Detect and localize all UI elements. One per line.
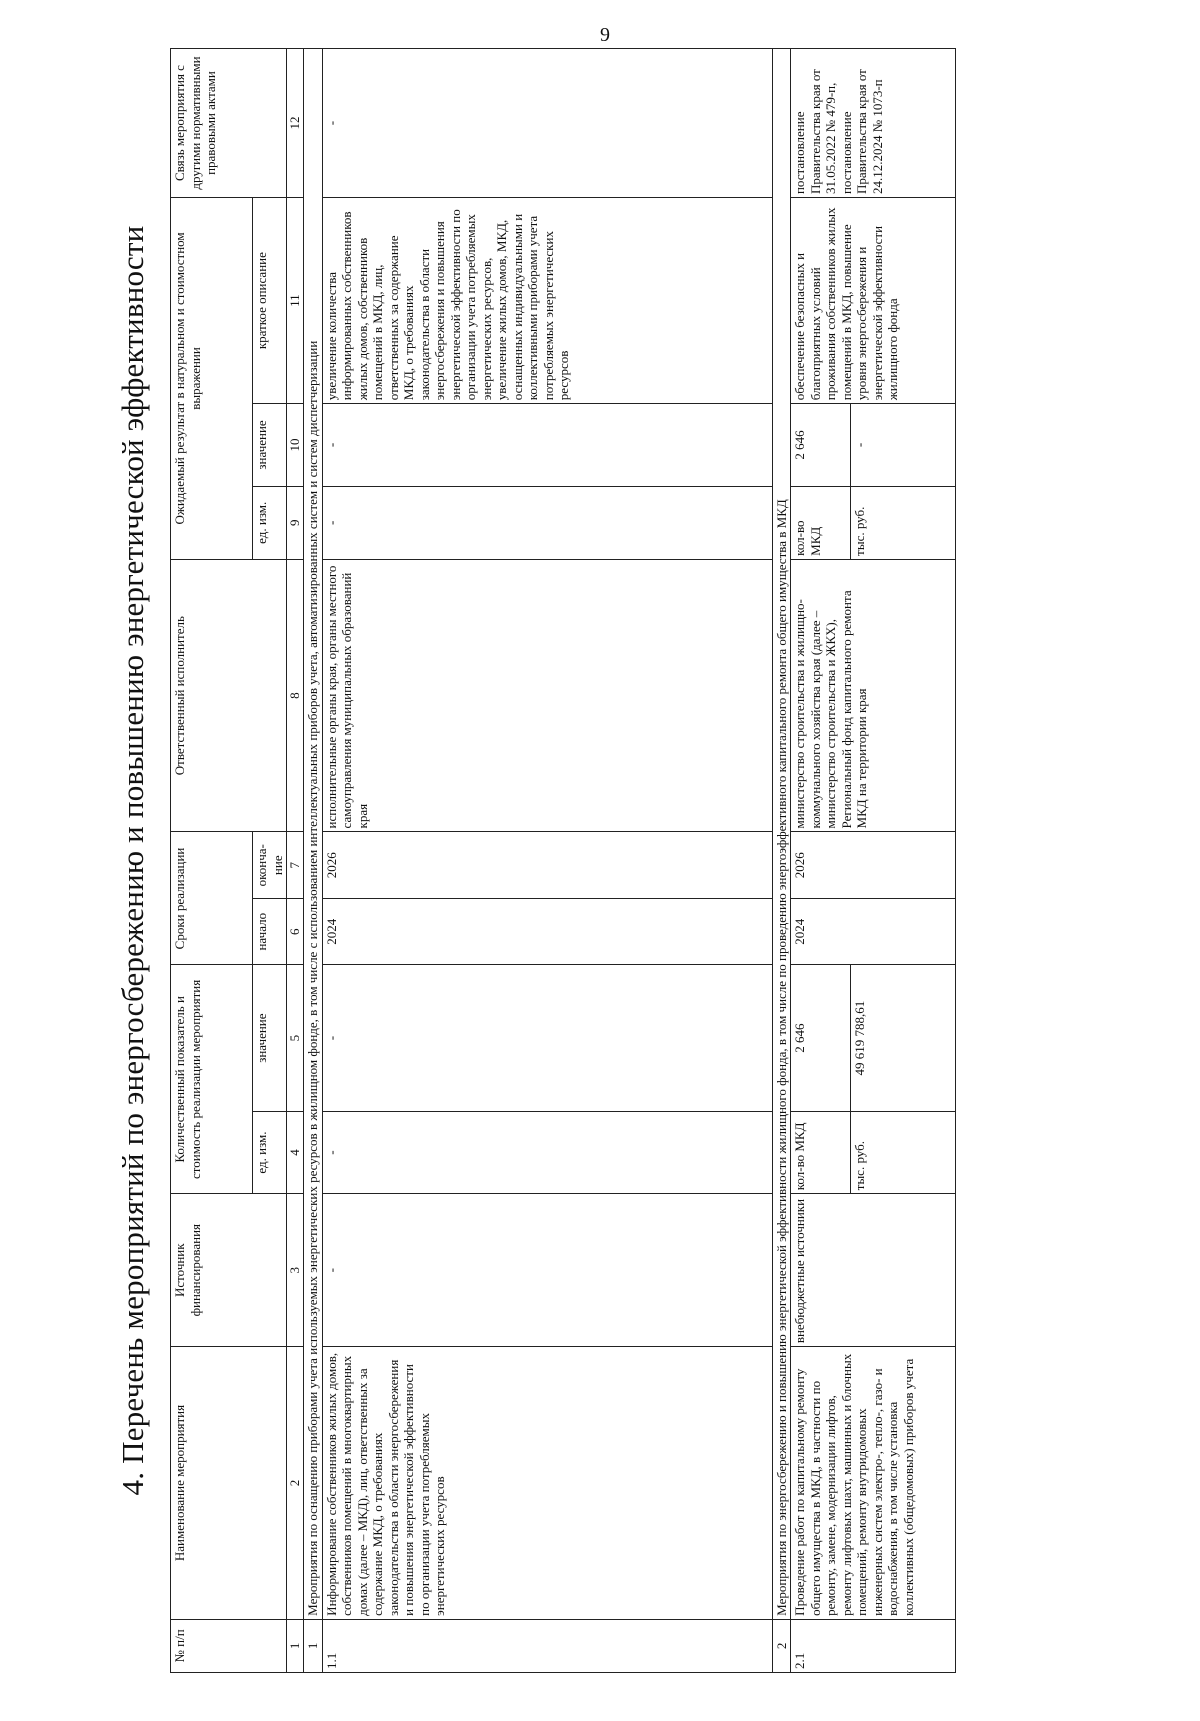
row-1-1-result-value: - — [322, 404, 772, 486]
header-result-value: значение — [253, 404, 287, 486]
document-title: 4. Перечень мероприятий по энергосбережению и повышению энергетической эффективности — [115, 225, 150, 1496]
row-2-1-quant-unit-1: кол-во МКД — [791, 1111, 851, 1193]
header-start: начало — [253, 898, 287, 964]
row-2-1-quant-unit-2: тыс. руб. — [851, 1111, 956, 1193]
header-quantity: Количественный показатель и стоимость реализации мероприятия — [171, 965, 253, 1194]
col-number: 9 — [287, 486, 304, 559]
row-1-1-start: 2024 — [322, 898, 772, 964]
row-2-1-executor: министерство строительства и жилищно-коммунального хозяйства края (далее – министерство строительства и ЖКХ), Региональный фонд капитального ремонта МКД на территории края — [791, 559, 956, 832]
col-number: 10 — [287, 404, 304, 486]
table-row — [791, 49, 851, 1673]
row-1-1-source: - — [322, 1194, 772, 1347]
row-2-1-result-desc: обеспечение безопасных и благоприятных условий проживания собственников жилых помещений в МКД, повышение уровня энергосбережения и энергетической эффективности жилищного фонда — [791, 198, 956, 404]
header-result-desc: краткое описание — [253, 198, 287, 404]
row-2-1-result-value-1: 2 646 — [791, 404, 851, 486]
col-number: 8 — [287, 559, 304, 832]
row-2-1-quant-value-2: 49 619 788,61 — [851, 965, 956, 1111]
section-2-num: 2 — [772, 1619, 791, 1672]
section-2-title: Мероприятия по энергосбережению и повышению энергетической эффективности жилищного фонда, в том числе по проведению энергоэффективного капитального ремонта общего имущества в МКД — [772, 49, 791, 1620]
row-2-1-link: постановление Правительства края от 31.05.2022 № 479-п, постановление Правительства края от 24.12.2024 № 1073-п — [791, 49, 956, 198]
row-2-1-source: внебюджетные источники — [791, 1194, 956, 1347]
header-quant-value: значение — [253, 965, 287, 1111]
row-2-1-end: 2026 — [791, 832, 956, 899]
header-executor: Ответственный исполнитель — [171, 559, 287, 832]
header-num: № п/п — [171, 1619, 287, 1672]
row-2-1-result-unit-2: тыс. руб. — [851, 486, 956, 559]
row-2-1-result-unit-1: кол-во МКД — [791, 486, 851, 559]
row-1-1-quant-value: - — [322, 965, 772, 1111]
col-number: 2 — [287, 1347, 304, 1620]
row-2-1-name: Проведение работ по капитальному ремонту общего имущества в МКД, в частности по ремонту, замене, модернизации лифтов, ремонту лифтовых шахт, машинных и блочных помещений, ремонту внутридомовых инженерных систем электро-, тепло-, газо- и водоснабжения, в том числе установка коллективных (общедомовых) приборов учета — [791, 1347, 956, 1620]
row-2-1-start: 2024 — [791, 898, 956, 964]
col-number: 7 — [287, 832, 304, 899]
col-number: 5 — [287, 965, 304, 1111]
section-1-title: Мероприятия по оснащению приборами учета используемых энергетических ресурсов в жилищном фонде, в том числе с использованием интеллектуальных приборов учета, автоматизированных систем и систем диспетчеризации — [304, 49, 323, 1620]
col-number: 4 — [287, 1111, 304, 1193]
row-1-1-link: - — [322, 49, 772, 198]
row-2-1-num: 2.1 — [791, 1619, 956, 1672]
header-end: оконча-ние — [253, 832, 287, 899]
col-number: 11 — [287, 198, 304, 404]
header-result-unit: ед. изм. — [253, 486, 287, 559]
section-1-row — [304, 49, 323, 1673]
header-quant-unit: ед. изм. — [253, 1111, 287, 1193]
header-source: Источник финансирования — [171, 1194, 287, 1347]
page-number: 9 — [600, 24, 610, 46]
row-1-1-quant-unit: - — [322, 1111, 772, 1193]
header-result: Ожидаемый результат в натуральном и стоимостном выражении — [171, 198, 253, 560]
row-1-1-name: Информирование собственников жилых домов, собственников помещений в многоквартирных домах (далее – МКД), лиц, ответственных за содержание МКД, о требованиях законодательства в области энергосбережения и повышения энергетической эффективности по организации учета потребляемых энергетических ресурсов — [322, 1347, 772, 1620]
row-1-1-executor: исполнительные органы края, органы местного самоуправления муниципальных образований края — [322, 559, 772, 832]
header-link: Связь мероприятия с другими нормативными правовыми актами — [171, 49, 287, 198]
header-terms: Сроки реализации — [171, 832, 253, 965]
row-1-1-num: 1.1 — [322, 1619, 772, 1672]
header-name: Наименование мероприятия — [171, 1347, 287, 1620]
row-1-1-result-unit: - — [322, 486, 772, 559]
col-number: 3 — [287, 1194, 304, 1347]
row-2-1-result-value-2: - — [851, 404, 956, 486]
row-1-1-end: 2026 — [322, 832, 772, 899]
section-1-num: 1 — [304, 1619, 323, 1672]
col-number: 6 — [287, 898, 304, 964]
col-number: 12 — [287, 49, 304, 198]
measures-table — [170, 48, 956, 1673]
row-1-1-result-desc: увеличение количества информированных собственников жилых домов, собственников помещений в МКД, лиц, ответственных за содержание МКД, о требованиях законодательства в области энергосбережения и повышения энергетической эффективности по организации учета потребляемых энергетических ресурсов, увеличение жилых домов, МКД, оснащенных индивидуальными и коллективными приборами учета потребляемых энергетических ресурсов — [322, 198, 772, 404]
section-2-row — [772, 49, 791, 1673]
table-row — [322, 49, 772, 1673]
row-2-1-quant-value-1: 2 646 — [791, 965, 851, 1111]
column-numbers-row — [287, 49, 304, 1673]
col-number: 1 — [287, 1619, 304, 1672]
